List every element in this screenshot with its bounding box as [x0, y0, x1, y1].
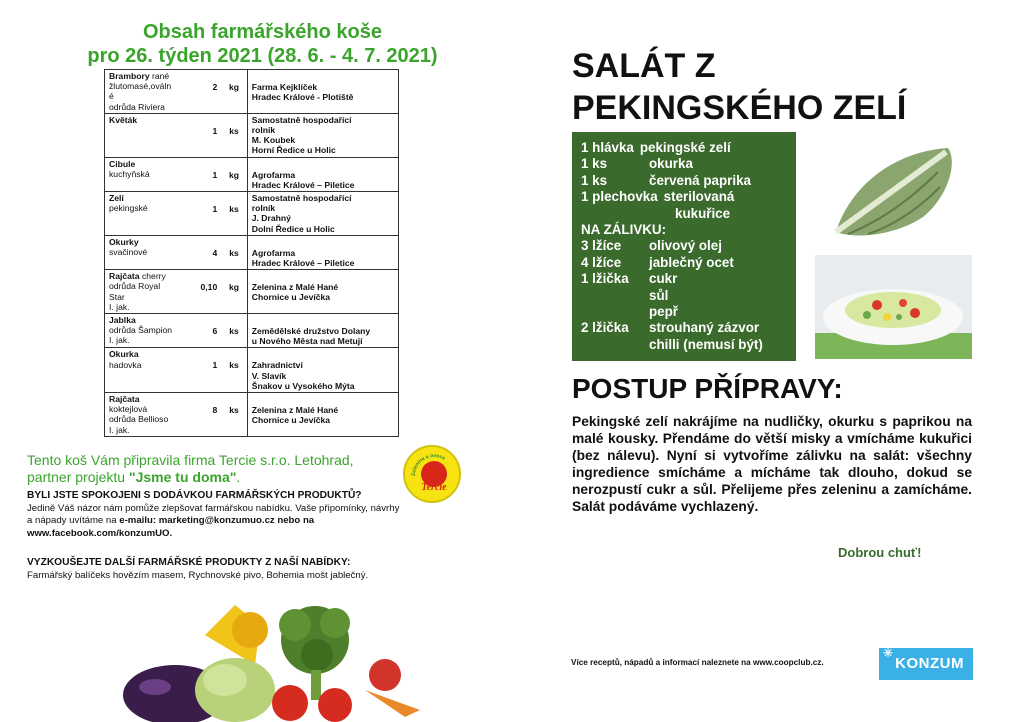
ingredient-name: okurka	[649, 156, 693, 172]
produce-name-cell: Okurka hadovka	[105, 348, 197, 393]
produce-unit-cell: ks	[221, 348, 247, 393]
produce-name-cell: Okurky svačinové	[105, 235, 197, 269]
ingredient-amount: 1 lžička	[581, 271, 629, 287]
feedback-section	[27, 490, 467, 540]
more-products-section	[27, 557, 467, 582]
ingredient-row	[581, 173, 788, 189]
bon-appetit: Dobrou chuť!	[838, 545, 922, 560]
tercie-line1: Tento koš Vám připravila firma Tercie s.r.o. Letohrad,	[27, 452, 354, 468]
ingredient-amount: 1 hlávka	[581, 140, 634, 155]
dressing-heading: NA ZÁLIVKU:	[581, 222, 667, 238]
tercie-ring-text: Zelenina a ovoce	[410, 452, 447, 477]
ingredient-row	[581, 288, 788, 304]
produce-unit-cell: ks	[221, 314, 247, 348]
star-icon: ✳	[883, 646, 894, 660]
ingredient-amount	[581, 304, 649, 320]
produce-supplier-cell: Zelenina z Malé Hané Chornice u Jevíčka	[247, 393, 398, 437]
produce-name-cell: Brambory rané žlutomasé,ováln é odrůda Riviera	[105, 70, 197, 114]
ingredient-name: pepř	[649, 304, 679, 320]
ingredient-name: strouhaný zázvor	[649, 320, 760, 336]
method-heading: POSTUP PŘÍPRAVY:	[572, 373, 843, 404]
produce-name-cell: Jablka odrůda Šampion I. jak.	[105, 314, 197, 348]
method-text: Pekingské zelí nakrájíme na nudličky, okurku s paprikou na malé kousky. Přendáme do větší misky a vmícháme kukuřici (bez nálevu). Nyní si vytvoříme zálivku na salát: všechny ingredience smícháme a mícháme tak dlouho, dokud se nerozpustí cukr a sůl. Přelijeme přes zeleninu a zamícháme. Salát podáváme vychlazený.	[572, 414, 972, 514]
table-row	[105, 314, 399, 348]
ingredient-name: olivový olej	[649, 238, 722, 254]
ingredient-name: sůl	[649, 287, 669, 303]
more-products-text: Farmářský balíčeks hovězím masem, Rychnovské pivo, Bohemia mošt jablečný.	[27, 569, 369, 581]
ingredient-row	[581, 271, 788, 287]
konzum-logo-text: KONZUM	[895, 655, 964, 672]
footer-note[interactable]: Více receptů, nápadů a informací naleznete na www.coopclub.cz.	[571, 658, 824, 667]
ingredient-name: kukuřice	[675, 205, 731, 221]
table-row	[105, 393, 399, 437]
ingredient-amount: 1 ks	[581, 172, 608, 188]
table-row	[105, 270, 399, 314]
table-row	[105, 70, 399, 114]
produce-qty-cell: 1	[197, 157, 222, 191]
ingredient-name: pekingské zelí	[639, 140, 731, 155]
basket-title	[40, 20, 485, 68]
tercie-line2: partner projektu "Jsme tu doma".	[27, 469, 241, 485]
ingredient-name: cukr	[649, 271, 678, 287]
ingredient-row	[581, 140, 788, 156]
ingredient-amount: 1 ks	[581, 156, 608, 172]
ingredient-amount	[581, 288, 649, 304]
recipe-title-line2: PEKINGSKÉHO ZELÍ	[572, 89, 907, 127]
ingredient-row	[581, 206, 788, 222]
ingredient-row	[581, 255, 788, 271]
produce-supplier-cell: Farma Kejklíček Hradec Králové - Plotiště	[247, 70, 398, 114]
produce-qty-cell: 0,10	[197, 270, 222, 314]
produce-supplier-cell: Samostatně hospodařící rolník J. Drahný Dolní Ředice u Holic	[247, 192, 398, 236]
produce-supplier-cell: Samostatně hospodařící rolník M. Koubek Horní Ředice u Holic	[247, 113, 398, 157]
produce-qty-cell: 1	[197, 348, 222, 393]
recipe-title	[572, 45, 992, 129]
produce-table	[104, 69, 399, 437]
ingredient-amount: 4 lžíce	[581, 254, 622, 270]
facebook-link[interactable]: www.facebook.com/konzumUO.	[27, 527, 173, 539]
ingredient-name: chilli (nemusí být)	[649, 336, 763, 352]
vegetables-illustration-icon	[85, 595, 425, 722]
ingredient-row	[581, 156, 788, 172]
produce-unit-cell: ks	[221, 393, 247, 437]
produce-name-cell: Květák	[105, 113, 197, 157]
produce-name-cell: Rajčata koktejlová odrůda Bellioso I. jak.	[105, 393, 197, 437]
produce-supplier-cell: Agrofarma Hradec Králové – Piletice	[247, 235, 398, 269]
produce-supplier-cell: Zelenina z Malé Hané Chornice u Jevíčka	[247, 270, 398, 314]
basket-title-line2: pro 26. týden 2021 (28. 6. - 4. 7. 2021)	[87, 45, 438, 67]
produce-unit-cell: kg	[221, 70, 247, 114]
ingredient-amount	[581, 337, 649, 353]
more-products-heading: VYZKOUŠEJTE DALŠÍ FARMÁŘSKÉ PRODUKTY Z NAŠÍ NABÍDKY:	[27, 557, 351, 568]
tercie-logo-text: Tercie	[421, 482, 447, 493]
produce-qty-cell: 4	[197, 235, 222, 269]
table-row	[105, 235, 399, 269]
feedback-line1: Jedině Váš názor nám pomůže zlepšovat farmářskou nabídku. Vaše připomínky, návrhy	[27, 502, 400, 514]
feedback-line2: a nápady uvítáme na e-mailu: marketing@konzumuo.cz nebo na	[27, 515, 315, 526]
produce-qty-cell: 1	[197, 192, 222, 236]
ingredient-name: jablečný ocet	[649, 254, 734, 270]
ingredient-row	[581, 337, 788, 353]
table-row	[105, 157, 399, 191]
konzum-logo	[879, 648, 973, 680]
produce-unit-cell: ks	[221, 235, 247, 269]
produce-supplier-cell: Agrofarma Hradec Králové – Piletice	[247, 157, 398, 191]
produce-qty-cell: 8	[197, 393, 222, 437]
table-row	[105, 192, 399, 236]
feedback-email-link[interactable]: e-mailu: marketing@konzumuo.cz nebo na	[119, 515, 315, 526]
ingredient-name: červená paprika	[649, 172, 751, 188]
produce-qty-cell: 6	[197, 314, 222, 348]
produce-unit-cell: kg	[221, 157, 247, 191]
ingredient-row	[581, 304, 788, 320]
basket-title-line1: Obsah farmářského koše	[143, 21, 382, 43]
ingredient-name: sterilovaná	[663, 189, 735, 205]
recipe-title-line1: SALÁT Z	[572, 47, 716, 85]
ingredient-amount: 1 plechovka	[581, 189, 658, 205]
table-row	[105, 348, 399, 393]
produce-qty-cell: 2	[197, 70, 222, 114]
tercie-note	[27, 452, 407, 486]
ingredient-row	[581, 320, 788, 336]
produce-unit-cell: ks	[221, 192, 247, 236]
produce-name-cell: Cibule kuchyňská	[105, 157, 197, 191]
produce-supplier-cell: Zahradnictví V. Slavík Šnakov u Vysokého Mýta	[247, 348, 398, 393]
ingredient-amount	[581, 206, 675, 222]
chinese-cabbage-illustration-icon	[828, 142, 968, 242]
ingredient-row	[581, 238, 788, 254]
produce-unit-cell: kg	[221, 270, 247, 314]
ingredient-row	[581, 189, 788, 205]
ingredients-box	[572, 132, 796, 361]
salad-photo-icon	[815, 255, 972, 359]
produce-name-cell: Zelí pekingské	[105, 192, 197, 236]
feedback-heading: BYLI JSTE SPOKOJENI S DODÁVKOU FARMÁŘSKÝCH PRODUKTŮ?	[27, 490, 362, 501]
ingredient-amount: 3 lžíce	[581, 238, 622, 254]
produce-qty-cell: 1	[197, 113, 222, 157]
ingredient-amount: 2 lžička	[581, 320, 629, 336]
produce-supplier-cell: Zemědělské družstvo Dolany u Nového Města nad Metují	[247, 314, 398, 348]
produce-unit-cell: ks	[221, 113, 247, 157]
produce-name-cell: Rajčata cherry odrůda Royal Star I. jak.	[105, 270, 197, 314]
table-row	[105, 113, 399, 157]
